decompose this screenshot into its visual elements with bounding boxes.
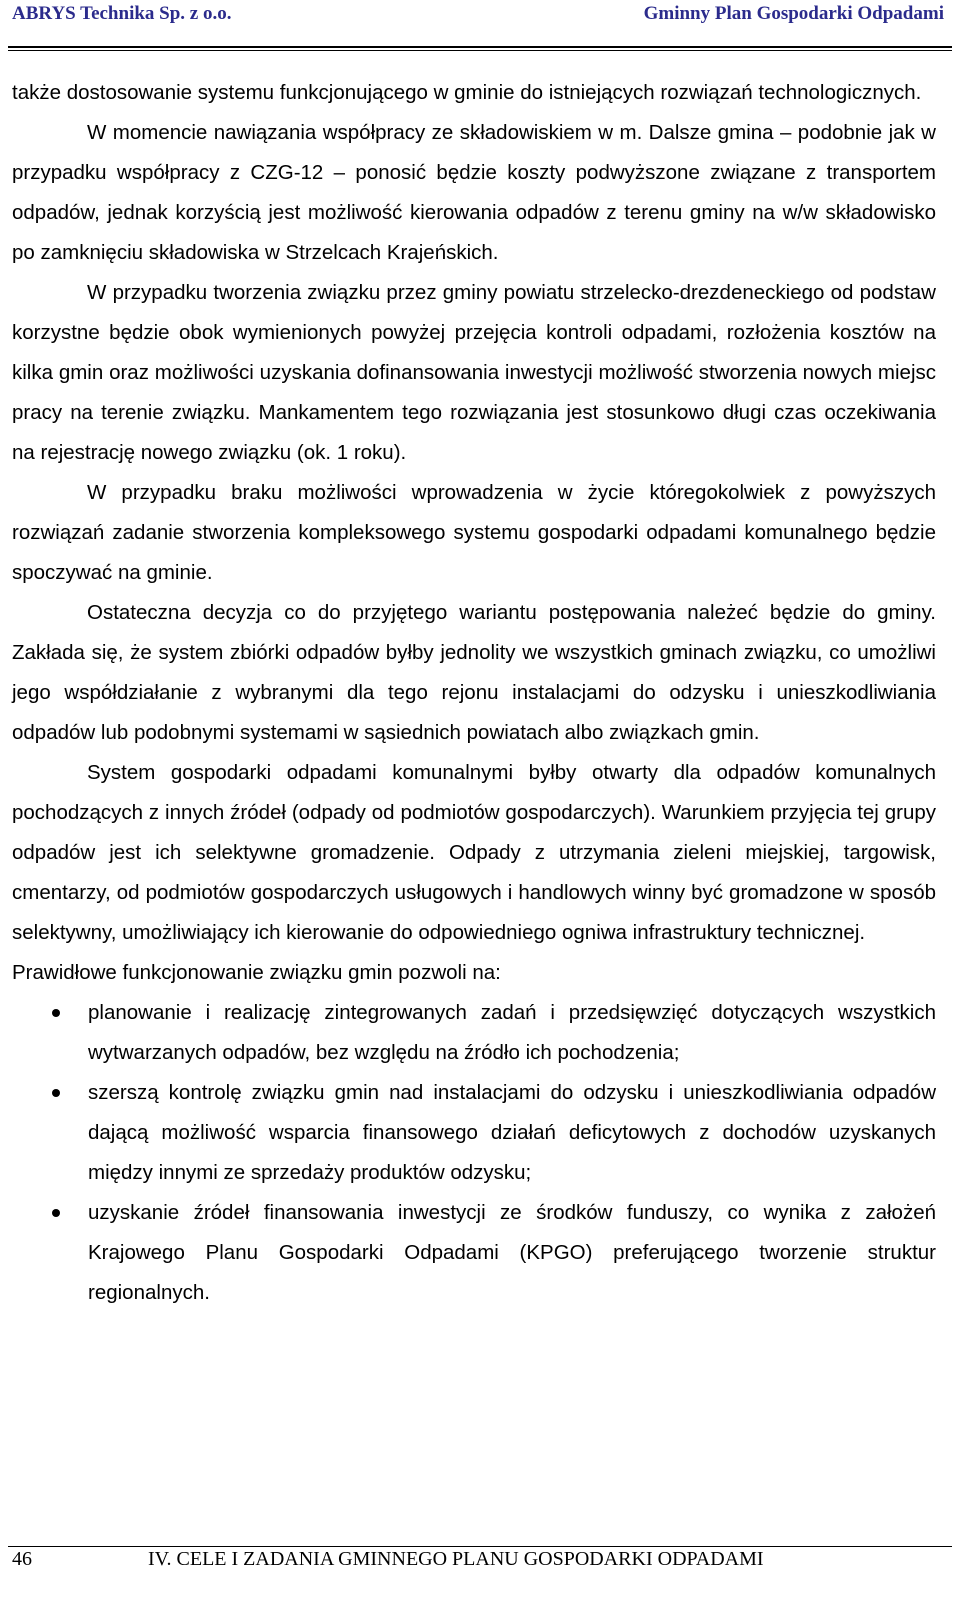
paragraph-3: W przypadku tworzenia związku przez gminy powiatu strzelecko-drezdeneckiego od podstaw korzystne będzie obok wymienionych powyżej przejęcia kontroli odpadami, rozłożenia kosztów na kilka gmin oraz możliwości uzyskania dofinansowania inwestycji możliwość stworzenia nowych miejsc pracy na terenie związku. Mankamentem tego rozwiązania jest stosunkowo długi czas oczekiwania na rejestrację nowego związku (ok. 1 roku). (12, 281, 936, 464)
list-item-text: szerszą kontrolę związku gmin nad instalacjami do odzysku i unieszkodliwiania odpadów dającą możliwość wsparcia finansowego działań deficytowych z dochodów uzyskanych między innymi ze sprzedaży produktów odzysku; (88, 1081, 936, 1184)
page-number: 46 (12, 1548, 32, 1570)
list-intro: Prawidłowe funkcjonowanie związku gmin pozwoli na: (12, 961, 501, 984)
header-document-title: Gminny Plan Gospodarki Odpadami (643, 3, 944, 24)
benefits-list (12, 993, 936, 1313)
page-header (12, 0, 948, 34)
bullet-icon (52, 1089, 60, 1097)
header-rule (8, 46, 952, 48)
paragraph-4: W przypadku braku możliwości wprowadzenia w życie któregokolwiek z powyższych rozwiązań zadanie stworzenia kompleksowego systemu gospodarki odpadami komunalnego będzie spoczywać na gminie. (12, 481, 936, 584)
list-item-text: planowanie i realizację zintegrowanych zadań i przedsięwzięć dotyczących wszystkich wytwarzanych odpadów, bez względu na źródło ich pochodzenia; (88, 1001, 936, 1064)
bullet-icon (52, 1209, 60, 1217)
paragraph-6: System gospodarki odpadami komunalnymi byłby otwarty dla odpadów komunalnych pochodzących z innych źródeł (odpady od podmiotów gospodarczych). Warunkiem przyjęcia tej grupy odpadów jest ich selektywne gromadzenie. Odpady z utrzymania zieleni miejskiej, targowisk, cmentarzy, od podmiotów gospodarczych usługowych i handlowych winny być gromadzone w sposób selektywny, umożliwiający ich kierowanie do odpowiedniego ogniwa infrastruktury technicznej. (12, 761, 936, 944)
list-item (12, 1193, 936, 1313)
footer-chapter-title: IV. CELE I ZADANIA GMINNEGO PLANU GOSPODARKI ODPADAMI (148, 1548, 764, 1570)
bullet-icon (52, 1009, 60, 1017)
header-rule-thin (8, 50, 952, 51)
list-item (12, 1073, 936, 1193)
header-company: ABRYS Technika Sp. z o.o. (12, 3, 232, 24)
document-body (12, 73, 936, 1313)
paragraph-1: także dostosowanie systemu funkcjonującego w gminie do istniejących rozwiązań technologicznych. (12, 81, 922, 104)
footer-rule (8, 1546, 952, 1547)
list-item (12, 993, 936, 1073)
paragraph-2: W momencie nawiązania współpracy ze składowiskiem w m. Dalsze gmina – podobnie jak w przypadku współpracy z CZG-12 – ponosić będzie koszty podwyższone związane z transportem odpadów, jednak korzyścią jest możliwość kierowania odpadów z terenu gminy na w/w składowisko po zamknięciu składowiska w Strzelcach Krajeńskich. (12, 121, 936, 264)
list-item-text: uzyskanie źródeł finansowania inwestycji ze środków funduszy, co wynika z założeń Krajowego Planu Gospodarki Odpadami (KPGO) preferującego tworzenie struktur regionalnych. (88, 1201, 936, 1304)
paragraph-5: Ostateczna decyzja co do przyjętego wariantu postępowania należeć będzie do gminy. Zakłada się, że system zbiórki odpadów byłby jednolity we wszystkich gminach związku, co umożliwi jego współdziałanie z wybranymi dla tego rejonu instalacjami do odzysku i unieszkodliwiania odpadów lub podobnymi systemami w sąsiednich powiatach albo związkach gmin. (12, 601, 936, 744)
